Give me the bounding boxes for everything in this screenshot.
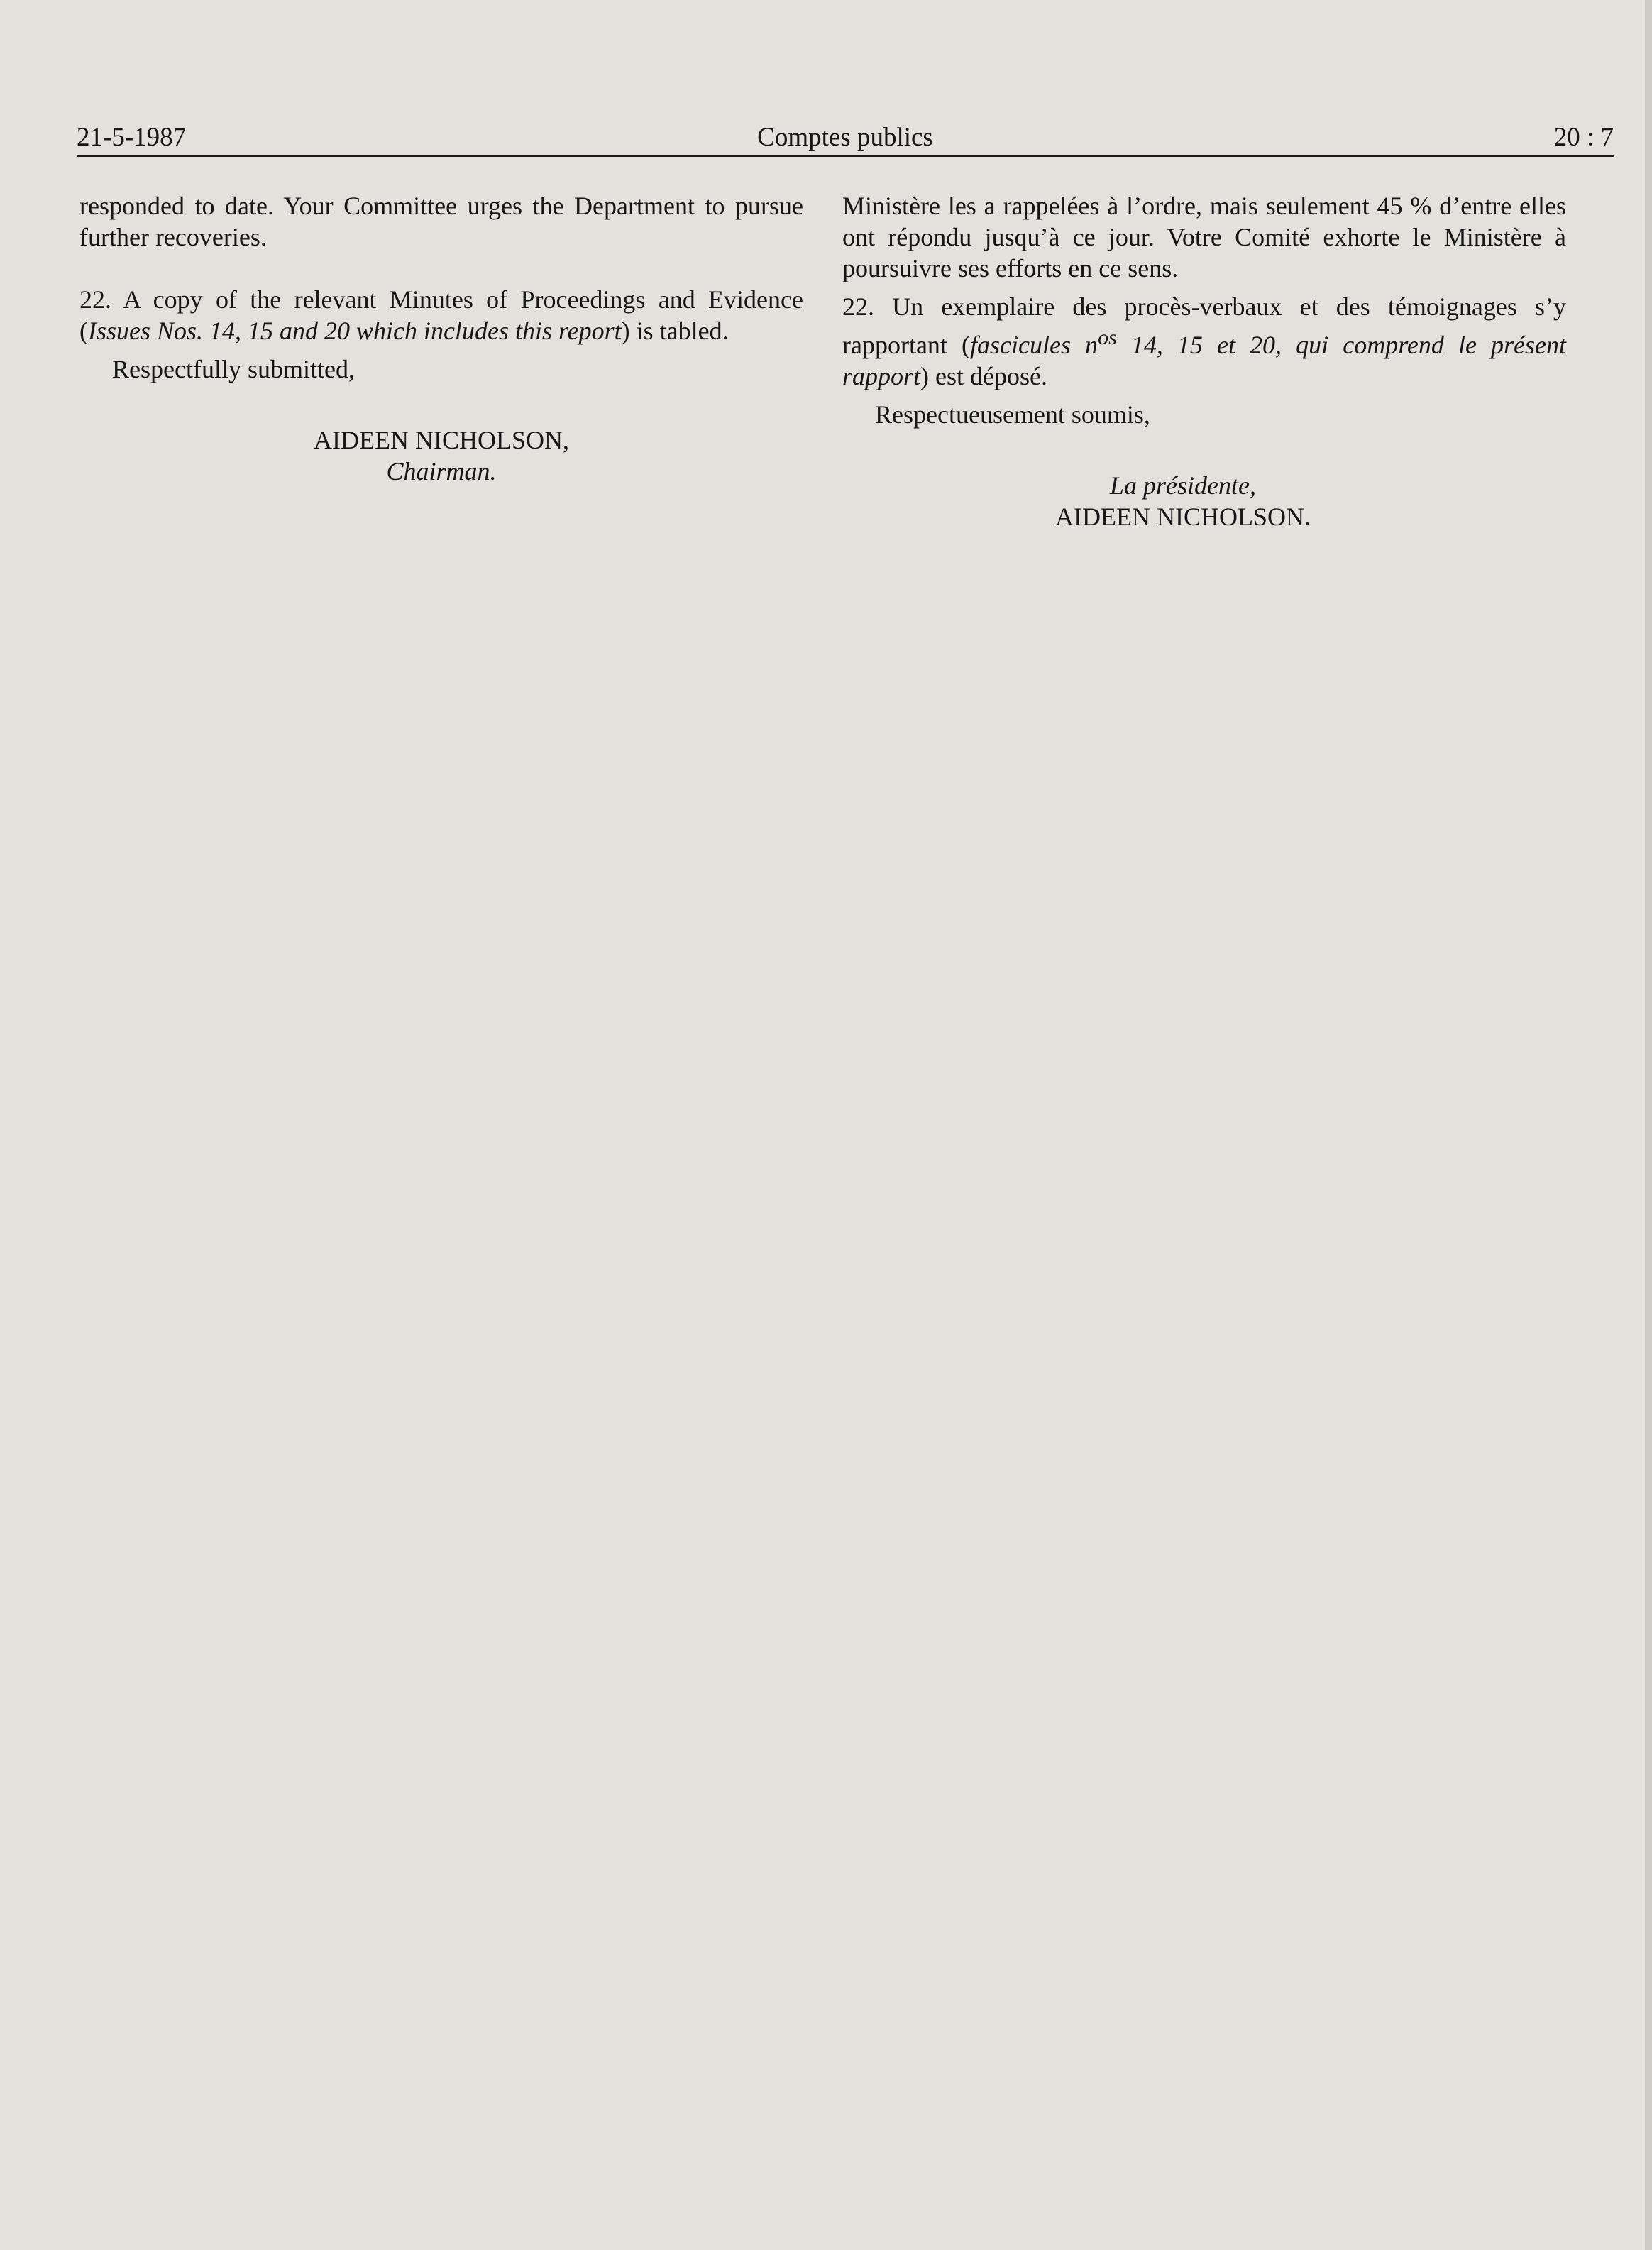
- en-respectfully-submitted: Respectfully submitted,: [112, 355, 355, 383]
- en-p22-italic: Issues Nos. 14, 15 and 20 which includes this report: [88, 317, 622, 345]
- fr-p22-text-end: ) est déposé.: [920, 362, 1047, 390]
- fr-p22-italic-2: 14, 15 et 20, qui comprend le présent rapport: [842, 331, 1566, 390]
- header-date: 21-5-1987: [77, 123, 187, 152]
- fr-p22-superscript: os: [1098, 326, 1117, 349]
- fr-signature-name: AIDEEN NICHOLSON.: [1055, 503, 1311, 531]
- fr-signature-block: [984, 470, 1382, 532]
- fr-p22-text-start: 22. Un exemplaire des procès-verbaux et des témoignages s’y rapportant (: [842, 292, 1566, 359]
- page-edge: [1645, 0, 1652, 2250]
- fr-p22-italic-1: fascicules n: [970, 331, 1098, 359]
- english-column: [79, 190, 803, 487]
- french-column: [842, 190, 1566, 532]
- en-paragraph-recoveries: responded to date. Your Committee urges the Department to pursue further recoveries.: [79, 192, 803, 251]
- fr-respectueusement-soumis: Respectueusement soumis,: [875, 400, 1150, 429]
- fr-signature-role: La présidente,: [1110, 471, 1256, 500]
- fr-paragraph-22: [842, 291, 1566, 392]
- en-p22-text-end: ) is tabled.: [621, 317, 729, 345]
- en-p22-text-start: 22. A copy of the relevant Minutes of Proceedings and Evidence (: [79, 285, 803, 345]
- en-signature-role: Chairman.: [386, 457, 497, 485]
- running-head: [77, 122, 1614, 153]
- en-paragraph-22: [79, 284, 803, 346]
- header-title: Comptes publics: [757, 123, 933, 152]
- fr-paragraph-recoveries: Ministère les a rappelées à l’ordre, mais seulement 45 % d’entre elles ont répondu jusqu’à ce jour. Votre Comité exhorte le Ministère à poursuivre ses efforts en ce sens.: [842, 192, 1566, 282]
- header-page-number: 20 : 7: [1553, 123, 1614, 152]
- en-signature-name: AIDEEN NICHOLSON,: [314, 426, 569, 454]
- en-signature-block: [292, 424, 590, 487]
- header-rule: [77, 155, 1614, 157]
